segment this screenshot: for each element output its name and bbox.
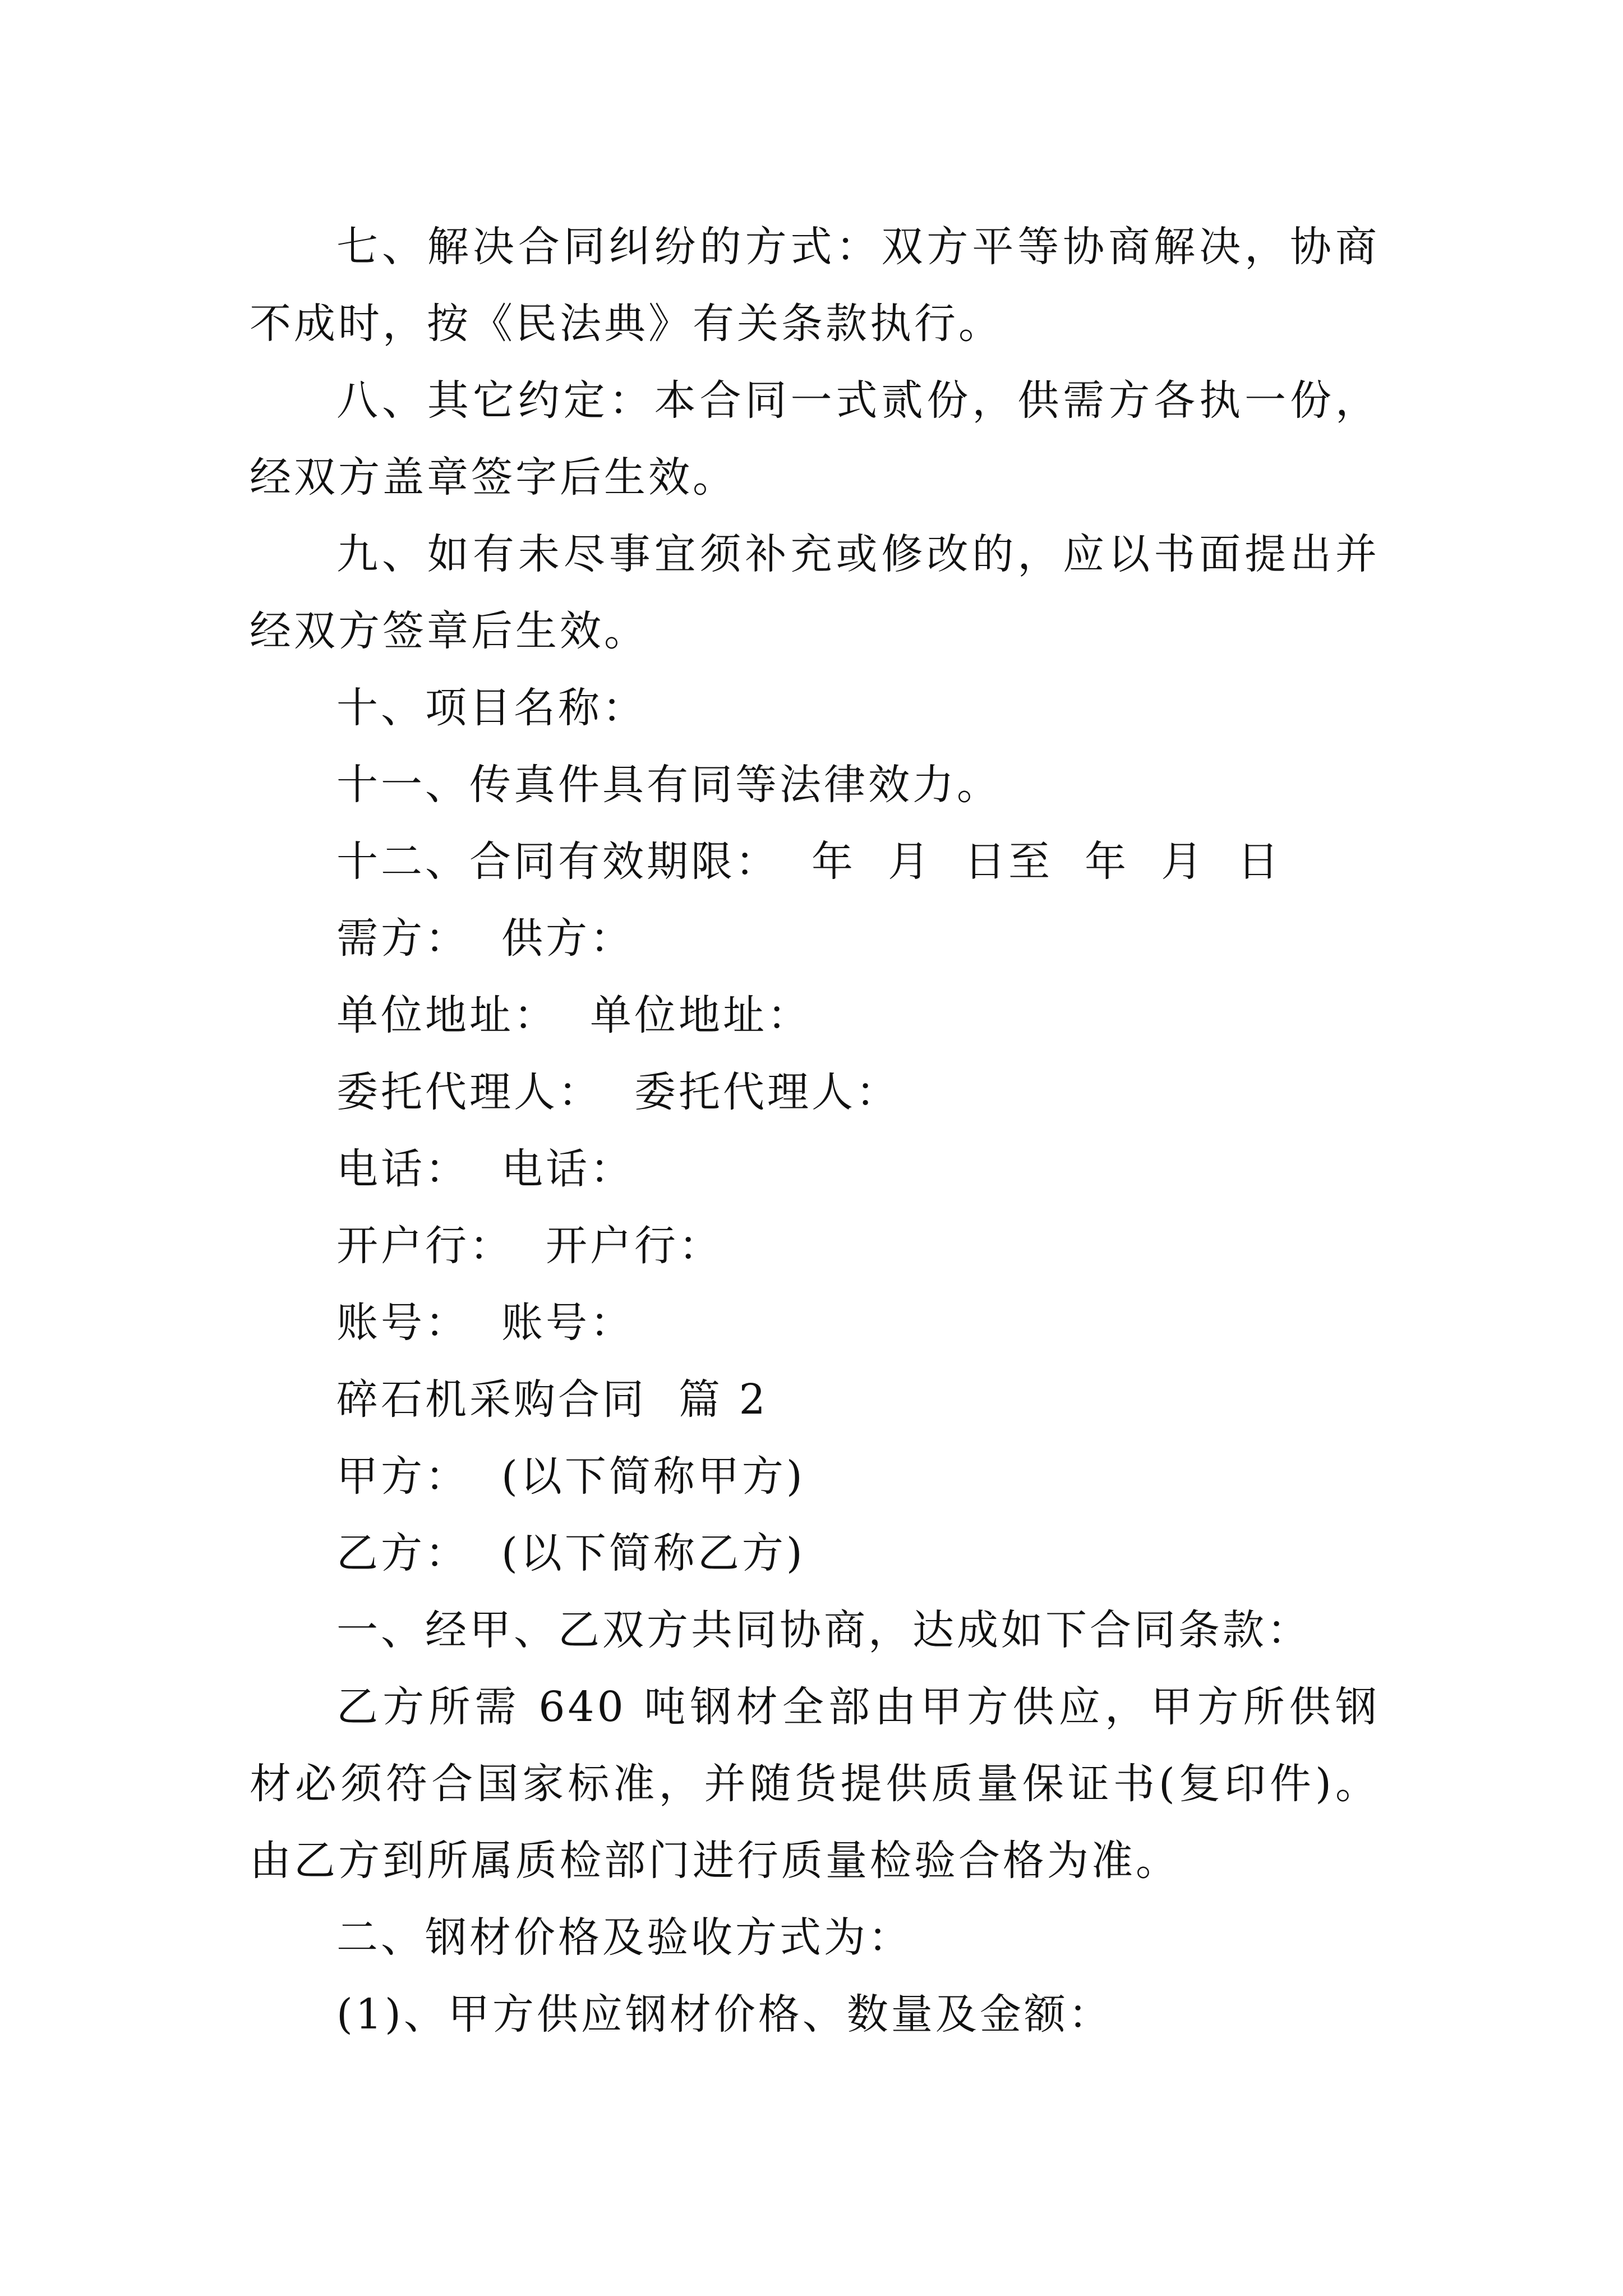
signature-address: 单位地址： 单位地址： <box>336 991 812 1039</box>
clause-1-agreement: 一、经甲、乙双方共同协商，达成如下合同条款： <box>336 1606 1311 1654</box>
party-b-line: 乙方： (以下简称乙方) <box>336 1529 805 1577</box>
signature-bank: 开户行： 开户行： <box>336 1222 723 1270</box>
clause-7-dispute-resolution: 七、解决合同纠纷的方式：双方平等协商解决，协商不成时，按《民法典》有关条款执行。 <box>250 223 1380 348</box>
signature-parties: 需方： 供方： <box>336 914 635 963</box>
clause-2-1-price-quantity: (1)、甲方供应钢材价格、数量及金额： <box>336 1990 1113 2039</box>
clause-9-amendments: 九、如有未尽事宜须补充或修改的，应以书面提出并经双方签章后生效。 <box>250 530 1380 655</box>
signature-phone: 电话： 电话： <box>336 1145 635 1193</box>
clause-8-other-terms: 八、其它约定：本合同一式贰份，供需方各执一份，经双方盖章签字后生效。 <box>250 376 1380 501</box>
section-heading-contract-2: 碎石机采购合同 篇 2 <box>336 1375 768 1424</box>
clause-10-project-name: 十、项目名称： <box>336 684 647 732</box>
clause-2-price-inspection: 二、钢材价格及验收方式为： <box>336 1913 912 1962</box>
document-body <box>250 209 1380 2053</box>
clause-12-contract-term: 十二、合同有效期限： 年 月 日至 年 月 日 <box>336 838 1282 886</box>
clause-1-supply-terms: 乙方所需 640 吨钢材全部由甲方供应，甲方所供钢材必须符合国家标准，并随货提供质量保证书(复印件)。由乙方到所属质检部门进行质量检验合格为准。 <box>250 1683 1380 1885</box>
clause-11-fax-validity: 十一、传真件具有同等法律效力。 <box>336 761 1001 809</box>
signature-account: 账号： 账号： <box>336 1299 635 1347</box>
signature-agent: 委托代理人： 委托代理人： <box>336 1068 901 1116</box>
party-a-line: 甲方： (以下简称甲方) <box>336 1452 805 1501</box>
